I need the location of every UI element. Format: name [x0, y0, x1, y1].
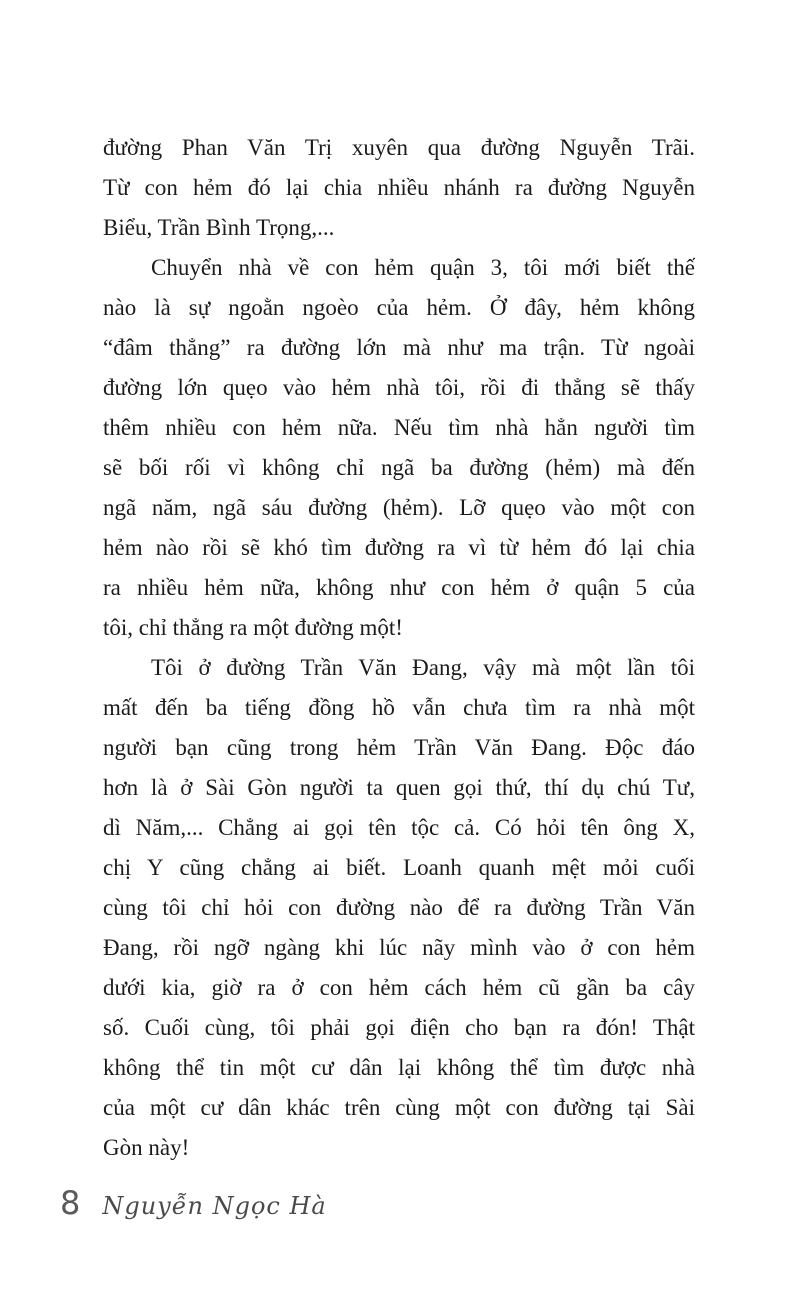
text-line: dưới kia, giờ ra ở con hẻm cách hẻm cũ gần ba cây — [103, 975, 695, 1000]
text-line: đường lớn quẹo vào hẻm nhà tôi, rồi đi thẳng sẽ thấy — [103, 375, 695, 400]
text-line: hẻm nào rồi sẽ khó tìm đường ra vì từ hẻm đó lại chia — [103, 535, 695, 560]
text-line: Chuyển nhà về con hẻm quận 3, tôi mới biết thế — [151, 255, 695, 280]
text-line: ngã năm, ngã sáu đường (hẻm). Lỡ quẹo vào một con — [103, 495, 695, 520]
text-line: Biểu, Trần Bình Trọng,... — [103, 215, 335, 240]
text-line: dì Năm,... Chẳng ai gọi tên tộc cả. Có hỏi tên ông X, — [103, 815, 695, 840]
text-line: chị Y cũng chẳng ai biết. Loanh quanh mệt mỏi cuối — [103, 855, 695, 880]
text-line: của một cư dân khác trên cùng một con đường tại Sài — [103, 1095, 695, 1120]
text-line: số. Cuối cùng, tôi phải gọi điện cho bạn ra đón! Thật — [103, 1015, 695, 1040]
text-line: nào là sự ngoằn ngoèo của hẻm. Ở đây, hẻm không — [103, 295, 695, 320]
paragraph — [103, 248, 695, 648]
text-line: Gòn này! — [103, 1135, 190, 1160]
text-line: tôi, chỉ thẳng ra một đường một! — [103, 615, 403, 640]
text-line: Tôi ở đường Trần Văn Đang, vậy mà một lần tôi — [151, 655, 695, 680]
text-line: mất đến ba tiếng đồng hồ vẫn chưa tìm ra nhà một — [103, 695, 695, 720]
page-footer — [60, 1184, 327, 1222]
text-block — [103, 128, 695, 1168]
text-line: Từ con hẻm đó lại chia nhiều nhánh ra đường Nguyễn — [103, 175, 695, 200]
text-line: cùng tôi chỉ hỏi con đường nào để ra đường Trần Văn — [103, 895, 695, 920]
text-line: thêm nhiều con hẻm nữa. Nếu tìm nhà hẳn người tìm — [103, 415, 695, 440]
text-line: ra nhiều hẻm nữa, không như con hẻm ở quận 5 của — [103, 575, 695, 600]
text-line: sẽ bối rối vì không chỉ ngã ba đường (hẻm) mà đến — [103, 455, 695, 480]
text-line: “đâm thẳng” ra đường lớn mà như ma trận. Từ ngoài — [103, 335, 695, 360]
paragraph — [103, 128, 695, 248]
paragraph — [103, 648, 695, 1168]
text-line: hơn là ở Sài Gòn người ta quen gọi thứ, thí dụ chú Tư, — [103, 775, 695, 800]
text-line: đường Phan Văn Trị xuyên qua đường Nguyễn Trãi. — [103, 135, 695, 160]
text-line: Đang, rồi ngỡ ngàng khi lúc nãy mình vào ở con hẻm — [103, 935, 695, 960]
page-number: 8 — [60, 1184, 81, 1222]
text-line: người bạn cũng trong hẻm Trần Văn Đang. Độc đáo — [103, 735, 695, 760]
running-footer-author: Nguyễn Ngọc Hà — [102, 1192, 327, 1220]
text-line: không thể tin một cư dân lại không thể tìm được nhà — [103, 1055, 695, 1080]
